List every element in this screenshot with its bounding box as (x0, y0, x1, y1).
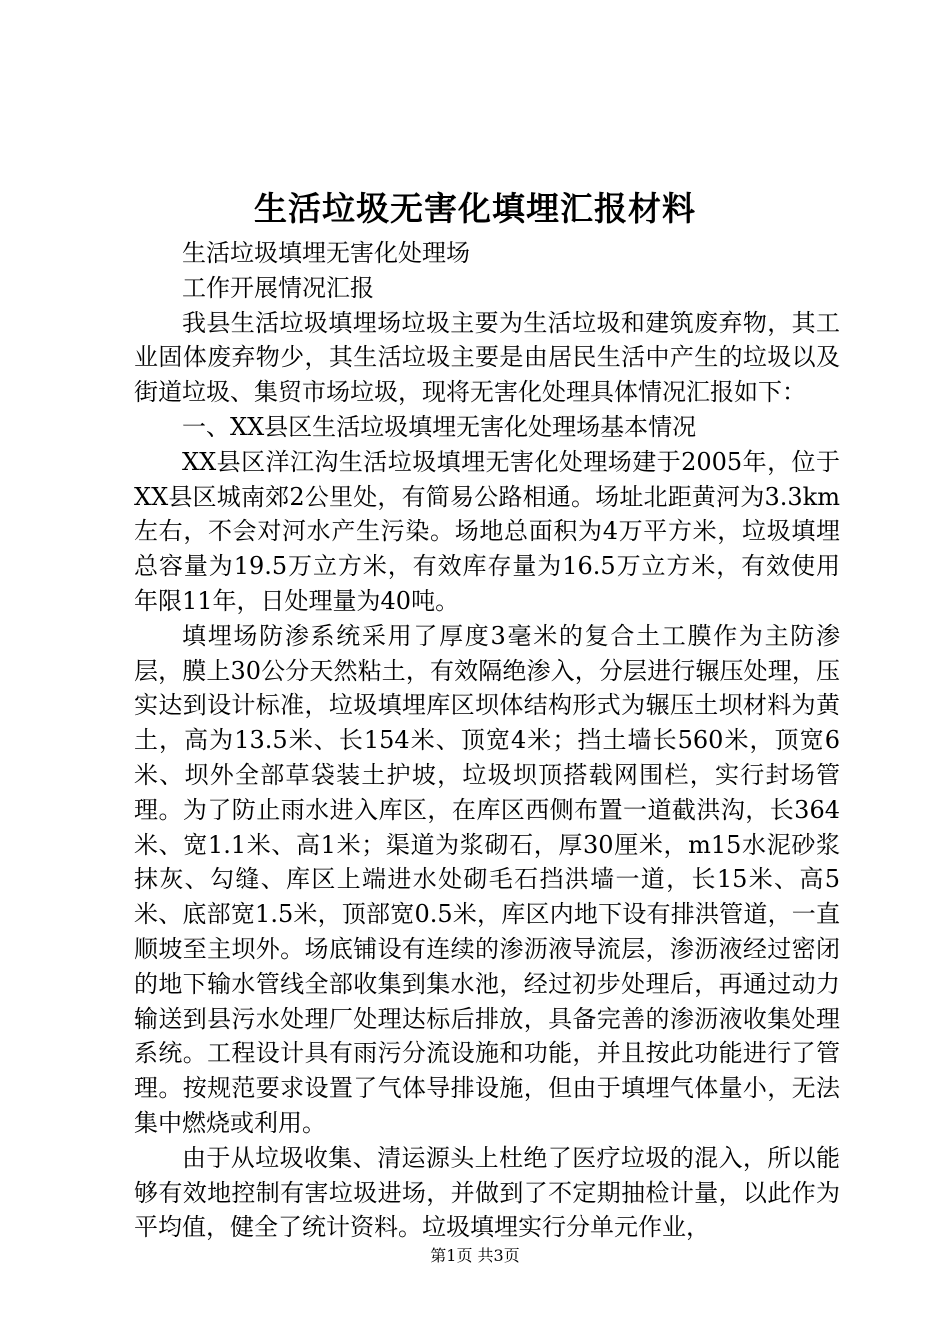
document-title: 生活垃圾无害化填埋汇报材料 (254, 189, 696, 228)
paragraph-subtitle-1: 生活垃圾填埋无害化处理场 (182, 239, 470, 267)
paragraph-basic-info: XX县区洋江沟生活垃圾填埋无害化处理场建于2005年，位于XX县区城南郊2公里处，有简易公路相通。场址北距黄河为3.3km左右，不会对河水产生污染。场地总面积为4万平方米，垃圾填埋总容量为19.5万立方米，有效库存量为16.5万立方米，有效使用年限11年，日处理量为40吨。 (134, 447, 840, 615)
section-heading-1: 一、XX县区生活垃圾填埋无害化处理场基本情况 (182, 412, 697, 441)
paragraph-intro: 我县生活垃圾填埋场垃圾主要为生活垃圾和建筑废弃物，其工业固体废弃物少，其生活垃圾主要是由居民生活中产生的垃圾以及街道垃圾、集贸市场垃圾，现将无害化处理具体情况汇报如下： (134, 308, 840, 407)
paragraph-waste-control: 由于从垃圾收集、清运源头上杜绝了医疗垃圾的混入，所以能够有效地控制有害垃圾进场，并做到了不定期抽检计量，以此作为平均值，健全了统计资料。垃圾填埋实行分单元作业， (134, 1143, 840, 1242)
document-body (134, 236, 840, 1245)
paragraph-seepage-system: 填埋场防渗系统采用了厚度3毫米的复合土工膜作为主防渗层，膜上30公分天然粘土，有效隔绝渗入，分层进行辗压处理，压实达到设计标准，垃圾填埋库区坝体结构形式为辗压土坝材料为黄土，高为13.5米、长154米、顶宽4米；挡土墙长560米，顶宽6米、坝外全部草袋装土护坡，垃圾坝顶搭载网围栏，实行封场管理。为了防止雨水进入库区，在库区西侧布置一道截洪沟，长364米、宽1.1米、高1米；渠道为浆砌石，厚30厘米，m15水泥砂浆抹灰、勾缝、库区上端进水处砌毛石挡洪墙一道，长15米、高5米、底部宽1.5米，顶部宽0.5米，库区内地下设有排洪管道，一直顺坡至主坝外。场底铺设有连续的渗沥液导流层，渗沥液经过密闭的地下输水管线全部收集到集水池，经过初步处理后，再通过动力输送到县污水处理厂处理达标后排放，具备完善的渗沥液收集处理系统。工程设计具有雨污分流设施和功能，并且按此功能进行了管理。按规范要求设置了气体导排设施，但由于填埋气体量小，无法集中燃烧或利用。 (134, 621, 840, 1137)
page-footer: 第1页 共3页 (430, 1246, 520, 1265)
paragraph-subtitle-2: 工作开展情况汇报 (182, 273, 374, 302)
